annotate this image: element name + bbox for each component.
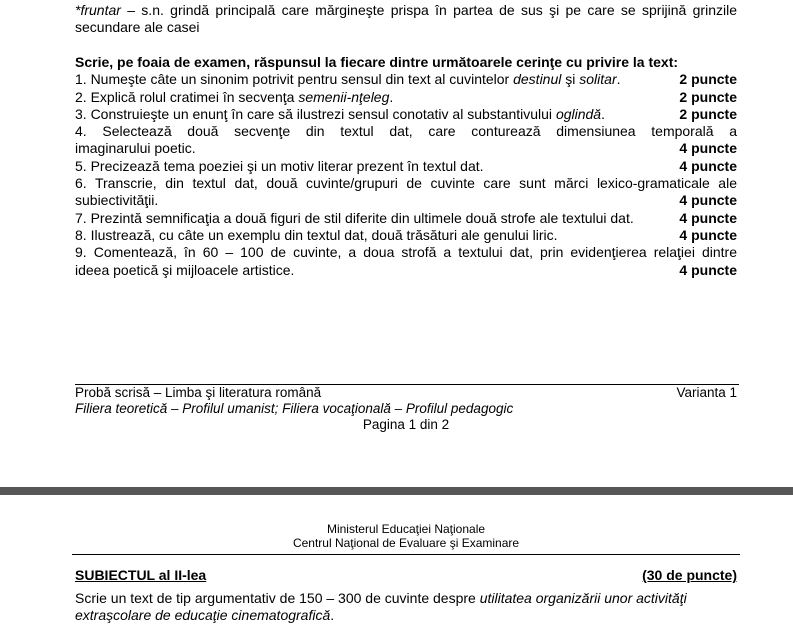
- footer-exam: Probă scrisă – Limba şi literatura română: [75, 385, 322, 400]
- requirement-item: 6. Transcrie, din textul dat, două cuvinte/grupuri de cuvinte care sunt mărci lexico-gramaticale ale subiectivităţii. 4 puncte: [75, 175, 737, 209]
- requirement-points: 2 puncte: [679, 105, 737, 122]
- footnote-term: *fruntar: [75, 2, 121, 18]
- subject-points: (30 de puncte): [642, 567, 737, 583]
- footnote: [75, 2, 737, 36]
- requirement-points: 4 puncte: [679, 261, 737, 278]
- page-header: [75, 522, 737, 550]
- requirement-item: 4. Selectează două secvenţe din textul dat, care conturează dimensiunea temporală a imaginarului poetic. 4 puncte: [75, 123, 737, 157]
- page-separator: [0, 487, 793, 495]
- ministry-name: Ministerul Educaţiei Naţionale: [326, 522, 486, 536]
- exam-page-2: [0, 495, 793, 625]
- header-divider: [72, 554, 740, 555]
- requirement-points: 4 puncte: [679, 192, 737, 209]
- requirement-points: 4 puncte: [679, 226, 737, 243]
- subject-task: Scrie un text de tip argumentativ de 150 – 300 de cuvinte despre utilitatea organizării unor activităţi extraşcolare de educaţie cinematografică.: [75, 590, 687, 623]
- requirement-item: 8. Ilustrează, cu câte un exemplu din textul dat, două trăsături ale genului liric. 4 puncte: [75, 226, 737, 243]
- subject-heading: [75, 567, 737, 583]
- footnote-definition: – s.n. grindă principală care mărgineşte prispa în partea de sus şi pe care se sprijină grinzile secundare ale casei: [75, 2, 737, 35]
- requirements-intro: Scrie, pe foaia de examen, răspunsul la fiecare dintre următoarele cerinţe cu privire la text:: [75, 54, 679, 70]
- page-footer: [75, 385, 737, 433]
- center-name: Centrul Naţional de Evaluare şi Examinare: [292, 536, 520, 550]
- requirement-item: 9. Comentează, în 60 – 100 de cuvinte, a doua strofă a textului dat, prin evidenţierea relaţiei dintre ideea poetică şi mijloacele artistice. 4 puncte: [75, 244, 737, 278]
- requirement-points: 4 puncte: [679, 157, 737, 174]
- requirement-item: 1. Numeşte câte un sinonim potrivit pentru sensul din text al cuvintelor destinul şi solitar. 2 puncte: [75, 71, 737, 88]
- subject-title: SUBIECTUL al II-lea: [75, 567, 207, 583]
- requirement-item: 2. Explică rolul cratimei în secvenţa semenii-nţeleg. 2 puncte: [75, 88, 737, 105]
- requirement-points: 4 puncte: [679, 140, 737, 157]
- requirement-points: 2 puncte: [679, 71, 737, 88]
- requirement-points: 4 puncte: [679, 209, 737, 226]
- requirements-list: [75, 54, 737, 279]
- footer-page-number: Pagina 1 din 2: [362, 417, 450, 432]
- requirement-points: 2 puncte: [679, 88, 737, 105]
- footer-filiera: Filiera teoretică – Profilul umanist; Filiera vocaţională – Profilul pedagogic: [75, 401, 514, 416]
- footer-variant: Varianta 1: [676, 385, 737, 400]
- requirement-item: 3. Construieşte un enunţ în care să ilustrezi sensul conotativ al substantivului oglindă. 2 puncte: [75, 105, 737, 122]
- requirement-item: 5. Precizează tema poeziei şi un motiv literar prezent în textul dat. 4 puncte: [75, 157, 737, 174]
- requirement-item: 7. Prezintă semnificaţia a două figuri de stil diferite din ultimele două strofe ale textului dat. 4 puncte: [75, 209, 737, 226]
